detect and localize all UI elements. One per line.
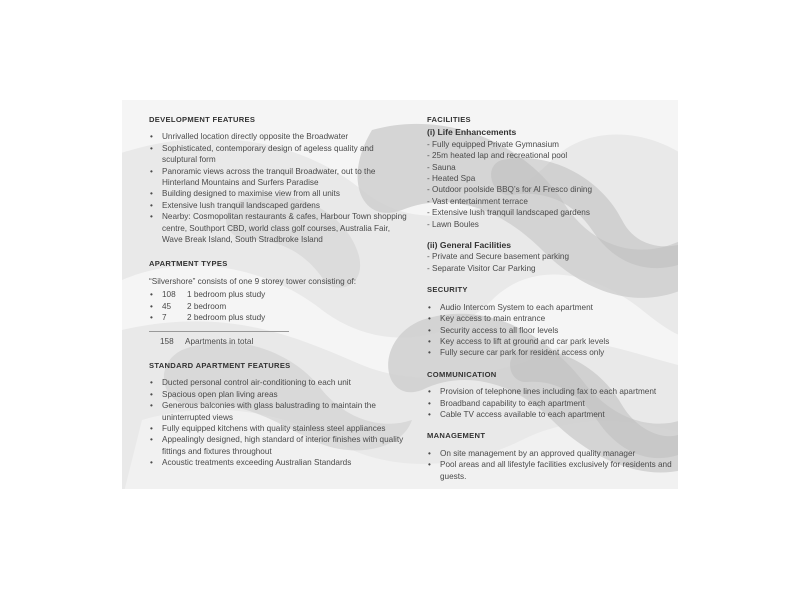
unit-type: 1 bedroom plus study bbox=[187, 290, 266, 300]
total-label: Apartments in total bbox=[185, 336, 254, 346]
unit-count: • 108 bbox=[162, 290, 176, 300]
list-item: • Extensive lush tranquil landscaped gardens bbox=[149, 200, 409, 211]
list-item: • Building designed to maximise view from all units bbox=[149, 188, 409, 199]
list-item: • Unrivalled location directly opposite the Broadwater bbox=[149, 131, 409, 142]
life-enhancements-list bbox=[427, 139, 677, 230]
apartment-total bbox=[149, 336, 409, 347]
list-item bbox=[149, 289, 409, 300]
security-heading: SECURITY bbox=[427, 285, 468, 295]
total-divider bbox=[149, 331, 289, 332]
apartment-types-list bbox=[149, 289, 409, 323]
list-item: • Cable TV access available to each apartment bbox=[427, 409, 677, 420]
communication-heading: COMMUNICATION bbox=[427, 369, 497, 379]
list-item: - Private and Secure basement parking bbox=[427, 252, 569, 262]
list-item: - Extensive lush tranquil landscaped gardens bbox=[427, 208, 590, 218]
list-item: • Appealingly designed, high standard of interior finishes with quality fittings and fixtures throughout bbox=[149, 434, 409, 457]
list-item: - 25m heated lap and recreational pool bbox=[427, 151, 568, 161]
right-column bbox=[427, 114, 677, 482]
list-item: • Spacious open plan living areas bbox=[149, 389, 409, 400]
list-item: • Broadband capability to each apartment bbox=[427, 398, 677, 409]
list-item: - Outdoor poolside BBQ’s for Al Fresco dining bbox=[427, 185, 593, 195]
list-item: - Lawn Boules bbox=[427, 219, 479, 229]
list-item: - Sauna bbox=[427, 162, 456, 172]
life-enhancements-heading: (i) Life Enhancements bbox=[427, 127, 517, 138]
total-count: 158 bbox=[160, 336, 174, 346]
list-item: - Separate Visitor Car Parking bbox=[427, 263, 536, 273]
list-item: • On site management by an approved quality manager bbox=[427, 448, 677, 459]
list-item: • Nearby: Cosmopolitan restaurants & cafes, Harbour Town shopping centre, Southport CBD, world class golf courses, Australia Fair, Wave Break Island, South Stradbroke Island bbox=[149, 211, 409, 245]
brochure-panel bbox=[122, 100, 678, 489]
list-item: • Key access to lift at ground and car park levels bbox=[427, 336, 677, 347]
unit-count: • 45 bbox=[162, 301, 172, 311]
list-item: - Vast entertainment terrace bbox=[427, 196, 528, 206]
management-list bbox=[427, 448, 677, 482]
list-item: • Fully equipped kitchens with quality stainless steel appliances bbox=[149, 423, 409, 434]
standard-features-list bbox=[149, 377, 409, 468]
security-list bbox=[427, 302, 677, 359]
list-item: • Pool areas and all lifestyle facilities exclusively for residents and guests. bbox=[427, 459, 677, 482]
apartment-types-heading: APARTMENT TYPES bbox=[149, 259, 228, 269]
management-heading: MANAGEMENT bbox=[427, 431, 486, 441]
list-item bbox=[149, 312, 409, 323]
list-item: • Sophisticated, contemporary design of ageless quality and sculptural form bbox=[149, 143, 409, 166]
general-facilities-list bbox=[427, 251, 677, 274]
list-item: • Fully secure car park for resident access only bbox=[427, 347, 677, 358]
list-item: • Panoramic views across the tranquil Broadwater, out to the Hinterland Mountains and Surfers Paradise bbox=[149, 166, 409, 189]
general-facilities-heading: (ii) General Facilities bbox=[427, 240, 512, 251]
list-item: • Acoustic treatments exceeding Australian Standards bbox=[149, 457, 409, 468]
communication-list bbox=[427, 386, 677, 420]
development-features-heading: DEVELOPMENT FEATURES bbox=[149, 115, 256, 124]
unit-type: 2 bedroom plus study bbox=[187, 313, 266, 323]
facilities-heading: FACILITIES bbox=[427, 115, 471, 124]
list-item: • Audio Intercom System to each apartment bbox=[427, 302, 677, 313]
list-item bbox=[149, 301, 409, 312]
unit-type: 2 bedroom bbox=[187, 301, 227, 311]
left-column bbox=[149, 114, 409, 469]
unit-count: • 7 bbox=[162, 313, 167, 323]
apartment-types-intro: “Silvershore” consists of one 9 storey tower consisting of: bbox=[149, 276, 357, 286]
list-item: - Heated Spa bbox=[427, 174, 476, 184]
list-item: • Ducted personal control air-conditioning to each unit bbox=[149, 377, 409, 388]
list-item: - Fully equipped Private Gymnasium bbox=[427, 139, 559, 149]
standard-features-heading: STANDARD APARTMENT FEATURES bbox=[149, 360, 291, 370]
list-item: • Generous balconies with glass balustrading to maintain the uninterrupted views bbox=[149, 400, 409, 423]
development-features-list bbox=[149, 131, 409, 245]
list-item: • Provision of telephone lines including fax to each apartment bbox=[427, 386, 677, 397]
list-item: • Security access to all floor levels bbox=[427, 325, 677, 336]
list-item: • Key access to main entrance bbox=[427, 313, 677, 324]
